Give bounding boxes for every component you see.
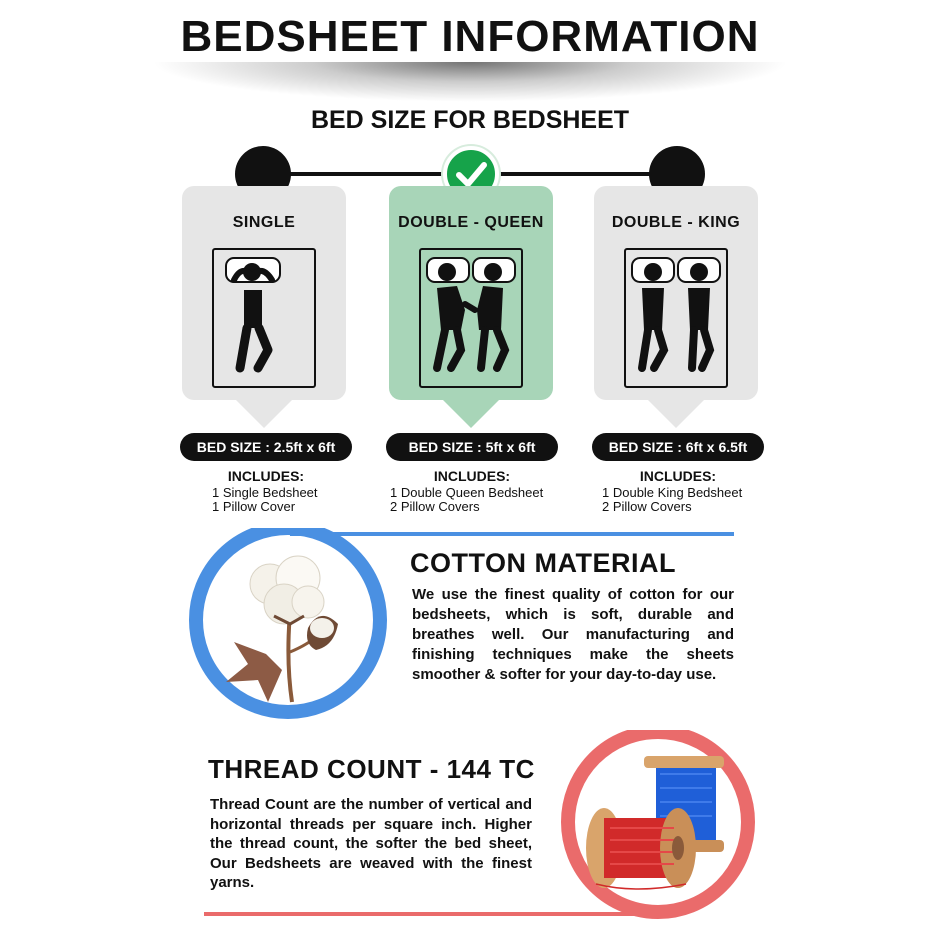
card-pointer-selected	[441, 398, 501, 428]
single-sleeper-icon	[214, 250, 314, 386]
includes-item: 1 Single Bedsheet	[212, 485, 318, 500]
bed-size-badge-queen: BED SIZE : 5ft x 6ft	[386, 433, 558, 461]
thread-spools-icon	[576, 744, 744, 904]
cotton-title: COTTON MATERIAL	[410, 548, 676, 578]
bed-size-section-title: BED SIZE FOR BEDSHEET	[310, 106, 630, 134]
couple-sleepers-icon	[421, 250, 521, 386]
page-title: BEDSHEET INFORMATION	[180, 12, 760, 61]
thread-count-title: THREAD COUNT - 144 TC	[208, 754, 535, 784]
card-pointer	[234, 398, 294, 428]
cotton-image	[204, 542, 374, 712]
size-card-double-queen[interactable]	[389, 186, 553, 400]
couple-sleepers-icon	[626, 250, 726, 386]
thread-count-description: Thread Count are the number of vertical and horizontal threads per square inch. Higher the thread count, the softer the bed sheet, Our Bedsheets are weaved with the finest yarns.	[210, 796, 532, 891]
size-card-label: DOUBLE - QUEEN	[398, 214, 544, 231]
bed-frame	[624, 248, 728, 388]
includes-item: 1 Pillow Cover	[212, 499, 296, 514]
includes-item: 1 Double Queen Bedsheet	[390, 485, 544, 500]
bed-frame	[212, 248, 316, 388]
cotton-description: We use the finest quality of cotton for our bedsheets, which is soft, durable and breathes well. Our manufacturing and finishing techniques make the sheets smoother & softer for your day-to-day use.	[412, 586, 734, 683]
includes-item: 1 Double King Bedsheet	[602, 485, 743, 500]
title-shadow	[150, 62, 790, 102]
includes-heading: INCLUDES:	[227, 468, 305, 484]
size-card-label: DOUBLE - KING	[611, 214, 741, 231]
card-pointer	[646, 398, 706, 428]
bed-size-badge-single: BED SIZE : 2.5ft x 6ft	[180, 433, 352, 461]
bed-size-badge-king: BED SIZE : 6ft x 6.5ft	[592, 433, 764, 461]
size-card-label: SINGLE	[232, 214, 296, 231]
includes-heading: INCLUDES:	[639, 468, 717, 484]
includes-item: 2 Pillow Covers	[390, 499, 480, 514]
thread-image	[576, 744, 744, 904]
size-card-double-king[interactable]	[594, 186, 758, 400]
cotton-plant-icon	[204, 542, 374, 712]
includes-item: 2 Pillow Covers	[602, 499, 692, 514]
includes-heading: INCLUDES:	[433, 468, 511, 484]
bed-frame	[419, 248, 523, 388]
size-card-single[interactable]	[182, 186, 346, 400]
